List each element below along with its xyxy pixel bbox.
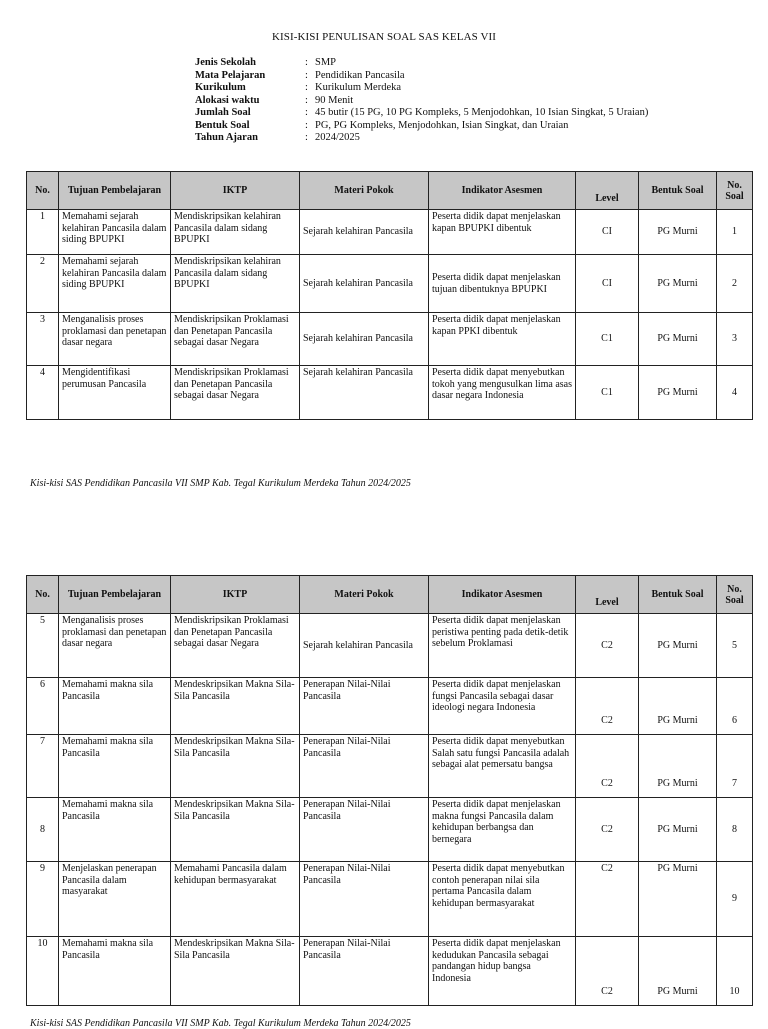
cell-indikator: Peserta didik dapat menjelaskan kapan BPUPKI dibentuk: [429, 210, 576, 255]
cell-indikator: Peserta didik dapat menjelaskan fungsi Pancasila sebagai dasar ideologi negara Indonesia: [429, 678, 576, 735]
header-iktp: IKTP: [171, 172, 300, 210]
cell-tujuan: Memahami sejarah kelahiran Pancasila dalam siding BPUPKI: [59, 255, 171, 313]
cell-tujuan: Menjelaskan penerapan Pancasila dalam masyarakat: [59, 862, 171, 937]
cell-no-soal: 7: [717, 735, 753, 798]
header-tujuan: Tujuan Pembelajaran: [59, 172, 171, 210]
cell-materi: Sejarah kelahiran Pancasila: [300, 313, 429, 366]
cell-tujuan: Memahami makna sila Pancasila: [59, 798, 171, 862]
cell-indikator: Peserta didik dapat menjelaskan makna fungsi Pancasila dalam kehidupan berbangsa dan bernegara: [429, 798, 576, 862]
cell-no-soal: 5: [717, 614, 753, 678]
meta-value: SMP: [315, 57, 337, 68]
document-title: KISI-KISI PENULISAN SOAL SAS KELAS VII: [271, 31, 497, 43]
meta-row-jumlah-soal: Jumlah Soal : 45 butir (15 PG, 10 PG Kompleks, 5 Menjodohkan, 10 Isian Singkat, 5 Uraian): [195, 107, 649, 118]
cell-no-soal: 3: [717, 313, 753, 366]
cell-iktp: Mendeskripsikan Makna Sila-Sila Pancasila: [171, 937, 300, 1006]
meta-label: Mata Pelajaran: [195, 69, 266, 81]
cell-tujuan: Memahami makna sila Pancasila: [59, 678, 171, 735]
header-materi: Materi Pokok: [300, 172, 429, 210]
cell-materi: Penerapan Nilai-Nilai Pancasila: [300, 678, 429, 735]
meta-label: Jenis Sekolah: [195, 57, 256, 68]
cell-no-soal: 8: [717, 798, 753, 862]
header-no-soal: No. Soal: [717, 172, 753, 210]
cell-no-soal: 2: [717, 255, 753, 313]
cell-tujuan: Memahami sejarah kelahiran Pancasila dalam siding BPUPKI: [59, 210, 171, 255]
meta-label: Bentuk Soal: [195, 119, 250, 131]
cell-materi: Sejarah kelahiran Pancasila: [300, 255, 429, 313]
cell-bentuk: PG Murni: [639, 614, 717, 678]
meta-value: Kurikulum Merdeka: [315, 82, 402, 93]
cell-materi: Penerapan Nilai-Nilai Pancasila: [300, 798, 429, 862]
table-row: [27, 313, 753, 366]
cell-tujuan: Mengidentifikasi perumusan Pancasila: [59, 366, 171, 420]
meta-row-jenis-sekolah: Jenis Sekolah : SMP: [195, 57, 337, 68]
header-indikator: Indikator Asesmen: [429, 576, 576, 614]
cell-level: C2: [576, 862, 639, 937]
cell-bentuk: PG Murni: [639, 735, 717, 798]
kisi-kisi-table-2: [26, 575, 753, 1006]
cell-no: 6: [27, 678, 59, 735]
cell-no-soal: 10: [717, 937, 753, 1006]
cell-materi: Penerapan Nilai-Nilai Pancasila: [300, 735, 429, 798]
meta-row-alokasi-waktu: Alokasi waktu : 90 Menit: [195, 94, 354, 106]
cell-no: 7: [27, 735, 59, 798]
cell-no: 10: [27, 937, 59, 1006]
header-bentuk: Bentuk Soal: [639, 576, 717, 614]
cell-iktp: Mendeskripsikan Makna Sila-Sila Pancasila: [171, 678, 300, 735]
cell-no: 4: [27, 366, 59, 420]
cell-iktp: Memahami Pancasila dalam kehidupan bermasyarakat: [171, 862, 300, 937]
table-row: [27, 735, 753, 798]
meta-row-mata-pelajaran: Mata Pelajaran : Pendidikan Pancasila: [195, 69, 405, 81]
cell-no: 1: [27, 210, 59, 255]
cell-level: C2: [576, 798, 639, 862]
cell-iktp: Mendeskripsikan Makna Sila-Sila Pancasila: [171, 798, 300, 862]
cell-bentuk: PG Murni: [639, 678, 717, 735]
cell-bentuk: PG Murni: [639, 210, 717, 255]
cell-level: C2: [576, 678, 639, 735]
cell-materi: Penerapan Nilai-Nilai Pancasila: [300, 937, 429, 1006]
cell-no-soal: 6: [717, 678, 753, 735]
header-no: No.: [27, 576, 59, 614]
page-footer-2: Kisi-kisi SAS Pendidikan Pancasila VII SMP Kab. Tegal Kurikulum Merdeka Tahun 2024/2025: [30, 1018, 411, 1029]
cell-level: C2: [576, 937, 639, 1006]
cell-no: 3: [27, 313, 59, 366]
meta-label: Alokasi waktu: [195, 94, 260, 106]
meta-label: Jumlah Soal: [195, 107, 251, 118]
cell-no-soal: 9: [717, 862, 753, 937]
cell-no: 5: [27, 614, 59, 678]
table-header-row: [27, 576, 753, 614]
meta-value: 2024/2025: [315, 132, 360, 143]
cell-materi: Penerapan Nilai-Nilai Pancasila: [300, 862, 429, 937]
cell-indikator: Peserta didik dapat menyebutkan contoh penerapan nilai sila pertama Pancasila dalam kehidupan bermasyarakat: [429, 862, 576, 937]
cell-indikator: Peserta didik dapat menjelaskan kapan PPKI dibentuk: [429, 313, 576, 366]
cell-tujuan: Memahami makna sila Pancasila: [59, 937, 171, 1006]
table-row: [27, 210, 753, 255]
cell-no: 2: [27, 255, 59, 313]
cell-iktp: Mendiskripsikan Proklamasi dan Penetapan Pancasila sebagai dasar Negara: [171, 614, 300, 678]
cell-no: 8: [27, 798, 59, 862]
cell-bentuk: PG Murni: [639, 366, 717, 420]
cell-level: C1: [576, 366, 639, 420]
cell-materi: Sejarah kelahiran Pancasila: [300, 366, 429, 420]
cell-materi: Sejarah kelahiran Pancasila: [300, 614, 429, 678]
cell-level: C2: [576, 614, 639, 678]
header-indikator: Indikator Asesmen: [429, 172, 576, 210]
cell-indikator: Peserta didik dapat menyebutkan Salah satu fungsi Pancasila adalah sebagai alat pemersatu bangsa: [429, 735, 576, 798]
cell-iktp: Mendeskripsikan Makna Sila-Sila Pancasila: [171, 735, 300, 798]
meta-value: Pendidikan Pancasila: [315, 69, 405, 81]
header-no: No.: [27, 172, 59, 210]
header-iktp: IKTP: [171, 576, 300, 614]
cell-level: C1: [576, 313, 639, 366]
table-row: [27, 366, 753, 420]
table-row: [27, 255, 753, 313]
header-tujuan: Tujuan Pembelajaran: [59, 576, 171, 614]
cell-bentuk: PG Murni: [639, 798, 717, 862]
header-materi: Materi Pokok: [300, 576, 429, 614]
cell-bentuk: PG Murni: [639, 255, 717, 313]
meta-label: Tahun Ajaran: [195, 132, 258, 143]
header-no-soal: No. Soal: [717, 576, 753, 614]
header-bentuk: Bentuk Soal: [639, 172, 717, 210]
cell-no-soal: 1: [717, 210, 753, 255]
kisi-kisi-table-1: [26, 171, 753, 420]
table-row: [27, 614, 753, 678]
meta-row-kurikulum: Kurikulum : Kurikulum Merdeka: [195, 82, 402, 93]
meta-row-bentuk-soal: Bentuk Soal : PG, PG Kompleks, Menjodohkan, Isian Singkat, dan Uraian: [195, 119, 569, 131]
header-level: Level: [576, 576, 639, 614]
cell-no-soal: 4: [717, 366, 753, 420]
cell-iktp: Mendiskripsikan Proklamasi dan Penetapan Pancasila sebagai dasar Negara: [171, 366, 300, 420]
cell-level: CI: [576, 210, 639, 255]
meta-label: Kurikulum: [195, 82, 246, 93]
table-row: [27, 862, 753, 937]
cell-level: CI: [576, 255, 639, 313]
table-header-row: [27, 172, 753, 210]
cell-iktp: Mendiskripsikan kelahiran Pancasila dalam sidang BPUPKI: [171, 255, 300, 313]
cell-indikator: Peserta didik dapat menjelaskan tujuan dibentuknya BPUPKI: [429, 255, 576, 313]
cell-materi: Sejarah kelahiran Pancasila: [300, 210, 429, 255]
cell-level: C2: [576, 735, 639, 798]
meta-value: 90 Menit: [315, 94, 354, 106]
document-meta: [195, 57, 648, 145]
meta-value: PG, PG Kompleks, Menjodohkan, Isian Singkat, dan Uraian: [315, 119, 569, 131]
cell-indikator: Peserta didik dapat menjelaskan peristiwa penting pada detik-detik sebelum Proklamasi: [429, 614, 576, 678]
cell-indikator: Peserta didik dapat menyebutkan tokoh yang mengusulkan lima asas dasar negara Indonesia: [429, 366, 576, 420]
page-footer: Kisi-kisi SAS Pendidikan Pancasila VII SMP Kab. Tegal Kurikulum Merdeka Tahun 2024/2025: [30, 478, 411, 489]
table-row: [27, 678, 753, 735]
cell-indikator: Peserta didik dapat menjelaskan kedudukan Pancasila sebagai pandangan hidup bangsa Indonesia: [429, 937, 576, 1006]
cell-tujuan: Memahami makna sila Pancasila: [59, 735, 171, 798]
table-row: [27, 937, 753, 1006]
cell-tujuan: Menganalisis proses proklamasi dan penetapan dasar negara: [59, 313, 171, 366]
cell-bentuk: PG Murni: [639, 862, 717, 937]
meta-row-tahun-ajaran: Tahun Ajaran : 2024/2025: [195, 132, 360, 143]
cell-iktp: Mendiskripsikan kelahiran Pancasila dalam sidang BPUPKI: [171, 210, 300, 255]
table-row: [27, 798, 753, 862]
cell-iktp: Mendiskripsikan Proklamasi dan Penetapan Pancasila sebagai dasar Negara: [171, 313, 300, 366]
meta-value: 45 butir (15 PG, 10 PG Kompleks, 5 Menjodohkan, 10 Isian Singkat, 5 Uraian): [315, 107, 649, 118]
cell-bentuk: PG Murni: [639, 937, 717, 1006]
header-level: Level: [576, 172, 639, 210]
cell-tujuan: Menganalisis proses proklamasi dan penetapan dasar negara: [59, 614, 171, 678]
cell-bentuk: PG Murni: [639, 313, 717, 366]
cell-no: 9: [27, 862, 59, 937]
